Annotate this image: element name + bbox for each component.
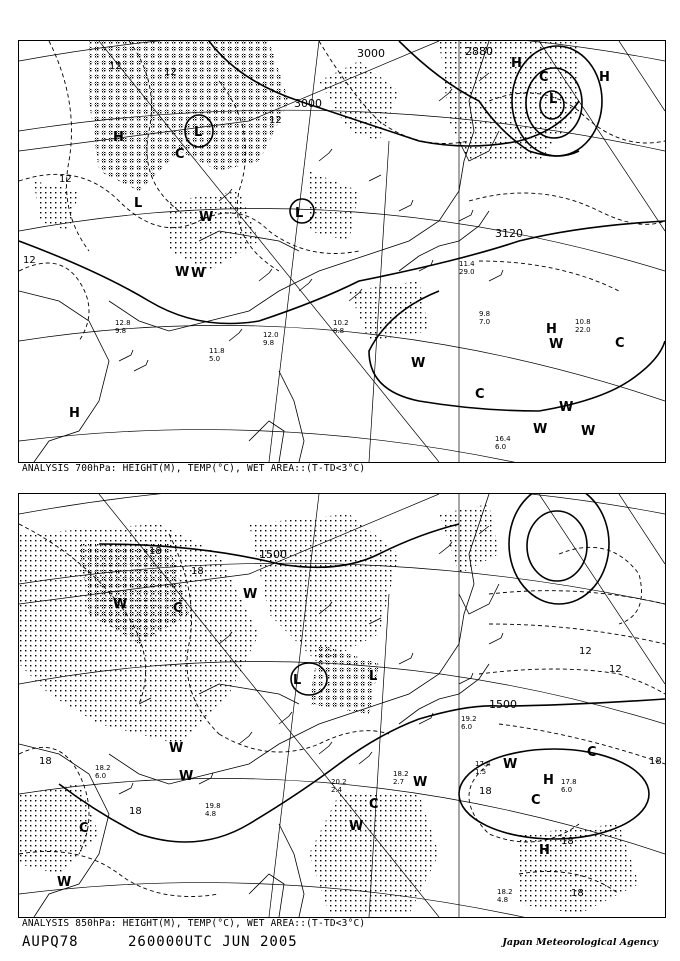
- station-value: 19.2: [461, 715, 477, 723]
- height-label: 1500: [489, 698, 517, 711]
- system-label: W: [581, 424, 596, 439]
- station-value: 20.2: [331, 778, 347, 786]
- height-label: 3000: [294, 97, 322, 110]
- temp-label: 18: [479, 786, 492, 797]
- station-value: 18.2: [95, 764, 111, 772]
- temp-label: 18: [649, 756, 662, 767]
- station-value: 2.4: [331, 786, 343, 794]
- station-value: 22.0: [575, 326, 591, 334]
- station-value: 6.0: [561, 786, 573, 794]
- station-value: 7.0: [479, 318, 491, 326]
- map-700hpa: [18, 40, 666, 463]
- station-value: 17.8: [561, 778, 577, 786]
- height-label: 2880: [465, 45, 493, 58]
- station-value: 1.5: [475, 768, 487, 776]
- agency-credit: Japan Meteorological Agency: [502, 937, 658, 948]
- height-label: 1500: [259, 548, 287, 561]
- map-700hpa-canvas: [19, 41, 665, 462]
- station-value: 8.8: [333, 327, 345, 335]
- system-label: H: [599, 70, 610, 85]
- system-label: C: [175, 147, 185, 162]
- system-label: W: [349, 819, 364, 834]
- station-value: 12.8: [115, 319, 131, 327]
- temp-label: 18: [191, 566, 204, 577]
- system-label: L: [134, 196, 143, 211]
- system-label: C: [531, 793, 541, 808]
- station-value: 9.8: [263, 339, 275, 347]
- system-label: W: [113, 597, 128, 612]
- system-label: C: [475, 387, 485, 402]
- temp-label: 12: [579, 646, 592, 657]
- station-value: 9.8: [479, 310, 491, 318]
- system-label: W: [243, 587, 258, 602]
- system-label: W: [559, 400, 574, 415]
- system-label: C: [173, 601, 183, 616]
- system-label: H: [539, 843, 550, 858]
- caption-700hpa: ANALYSIS 700hPa: HEIGHT(M), TEMP(°C), WET AREA::(T-TD<3°C): [22, 463, 366, 474]
- system-label: H: [511, 56, 522, 71]
- temp-label: 12: [109, 61, 122, 72]
- system-label: W: [503, 757, 518, 772]
- system-label: W: [411, 356, 426, 371]
- temp-label: 18: [561, 836, 574, 847]
- system-label: W: [191, 266, 206, 281]
- system-label: L: [369, 669, 378, 684]
- height-label: 3000: [357, 47, 385, 60]
- station-value: 17.4: [475, 760, 491, 768]
- system-label: L: [293, 673, 302, 688]
- station-value: 12.0: [263, 331, 279, 339]
- height-label: 3120: [495, 227, 523, 240]
- system-label: W: [549, 337, 564, 352]
- station-value: 29.0: [459, 268, 475, 276]
- temp-label: 18: [571, 888, 584, 899]
- system-label: H: [69, 406, 80, 421]
- system-label: H: [113, 130, 124, 145]
- system-label: W: [175, 265, 190, 280]
- station-value: 19.8: [205, 802, 221, 810]
- station-value: 4.8: [497, 896, 509, 904]
- system-label: C: [587, 745, 597, 760]
- system-label: C: [79, 821, 89, 836]
- temp-label: 18: [129, 806, 142, 817]
- system-label: C: [369, 797, 379, 812]
- temp-label: 12: [164, 67, 177, 78]
- temp-label: 12: [609, 664, 622, 675]
- wet-area-shading: [34, 41, 579, 341]
- system-label: W: [199, 210, 214, 225]
- station-value: 11.4: [459, 260, 475, 268]
- station-value: 11.8: [209, 347, 225, 355]
- station-value: 18.2: [393, 770, 409, 778]
- temp-label: 12: [269, 115, 282, 126]
- system-label: H: [546, 322, 557, 337]
- system-label: C: [539, 70, 549, 85]
- temp-label: 18: [149, 546, 162, 557]
- temp-label: 12: [59, 174, 72, 185]
- station-value: 9.8: [115, 327, 127, 335]
- system-label: L: [194, 125, 203, 140]
- station-value: 6.0: [461, 723, 473, 731]
- system-label: W: [533, 422, 548, 437]
- station-value: 10.2: [333, 319, 349, 327]
- system-label: W: [179, 769, 194, 784]
- chart-code: AUPQ78: [22, 934, 79, 950]
- station-value: 16.4: [495, 435, 511, 443]
- system-label: W: [169, 741, 184, 756]
- system-label: L: [549, 92, 558, 107]
- analysis-time: 260000UTC JUN 2005: [128, 934, 298, 950]
- station-value: 6.0: [95, 772, 107, 780]
- system-label: H: [543, 773, 554, 788]
- station-value: 18.2: [497, 888, 513, 896]
- station-value: 2.7: [393, 778, 405, 786]
- station-value: 4.8: [205, 810, 217, 818]
- map-850hpa-canvas: [19, 494, 665, 917]
- station-value: 5.0: [209, 355, 221, 363]
- map-850hpa: [18, 493, 666, 918]
- system-label: L: [295, 206, 304, 221]
- temp-label: 18: [39, 756, 52, 767]
- system-label: W: [57, 875, 72, 890]
- temp-label: 12: [23, 255, 36, 266]
- system-label: C: [615, 336, 625, 351]
- station-value: 10.8: [575, 318, 591, 326]
- station-value: 6.0: [495, 443, 507, 451]
- system-label: W: [413, 775, 428, 790]
- caption-850hpa: ANALYSIS 850hPa: HEIGHT(M), TEMP(°C), WET AREA::(T-TD<3°C): [22, 918, 366, 929]
